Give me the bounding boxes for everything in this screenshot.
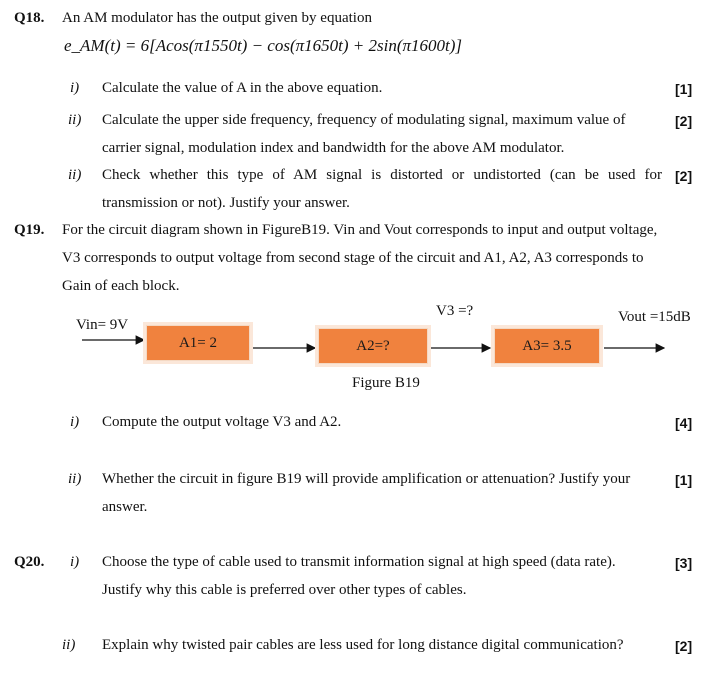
v3-label: V3 =?	[436, 303, 474, 319]
block-a2-label: A2=?	[356, 337, 390, 354]
figure-caption: Figure B19	[352, 375, 420, 391]
q18-equation-text: e_AM(t) = 6[Acos(π1550t) − cos(π1650t) + 2sin(π1600t)]	[64, 36, 463, 55]
block-a1-label: A1= 2	[178, 334, 218, 351]
q19-part2-text-line2: answer.	[102, 499, 148, 515]
q18-part2-text-line2: carrier signal, modulation index and bandwidth for the above AM modulator.	[102, 140, 565, 156]
q19-part1-text: Compute the output voltage V3 and A2.	[102, 414, 342, 430]
q18-part1-text: Calculate the value of A in the above equation.	[102, 80, 383, 96]
q18-part2-roman: ii)	[68, 112, 82, 128]
q19-part2-text: Whether the circuit in figure B19 will provide amplification or attenuation? Justify your	[102, 471, 631, 487]
q18-part3-roman: ii)	[68, 167, 82, 183]
vout-label: Vout =15dB	[618, 309, 691, 325]
q18-stem: An AM modulator has the output given by equation	[62, 10, 372, 26]
q19-part2-roman: ii)	[68, 471, 82, 487]
q20-part1-marks: [3]	[675, 555, 693, 571]
q20-number: Q20.	[14, 554, 45, 570]
q19-part2-marks: [1]	[675, 472, 693, 488]
q18-part1-roman: i)	[70, 80, 80, 96]
q19-stem-line1: For the circuit diagram shown in FigureB19. Vin and Vout corresponds to input and output voltage,	[62, 222, 658, 238]
q20-part2-text: Explain why twisted pair cables are less used for long distance digital communication?	[102, 637, 624, 653]
q19-part1-marks: [4]	[675, 415, 693, 431]
q20-part2-roman: ii)	[62, 637, 76, 653]
q18-number: Q18.	[14, 10, 45, 26]
block-a2	[318, 328, 428, 364]
q19-part1-roman: i)	[70, 414, 80, 430]
q20-part1-text-line2: Justify why this cable is preferred over other types of cables.	[102, 582, 467, 598]
q18-part3-marks: [2]	[675, 168, 693, 184]
q20-part1-roman: i)	[70, 554, 80, 570]
q18-part2-text: Calculate the upper side frequency, frequency of modulating signal, maximum value of	[102, 112, 626, 128]
vin-label: Vin= 9V	[76, 317, 129, 333]
q18-part3-text: Check whether this type of AM signal is distorted or undistorted (can be used for	[102, 167, 662, 183]
block-a3-label: A3= 3.5	[522, 337, 572, 354]
q19-stem-line2: V3 corresponds to output voltage from second stage of the circuit and A1, A2, A3 corresponds to	[62, 250, 644, 266]
q18-part3-text-line2: transmission or not). Justify your answer.	[102, 195, 350, 211]
q19-stem-line3: Gain of each block.	[62, 278, 180, 294]
q18-part2-marks: [2]	[675, 113, 693, 129]
q20-part1-text: Choose the type of cable used to transmit information signal at high speed (data rate).	[102, 554, 616, 570]
block-a1	[146, 325, 250, 361]
q18-part1-marks: [1]	[675, 81, 693, 97]
q19-number: Q19.	[14, 222, 45, 238]
block-a3	[494, 328, 600, 364]
q20-part2-marks: [2]	[675, 638, 693, 654]
